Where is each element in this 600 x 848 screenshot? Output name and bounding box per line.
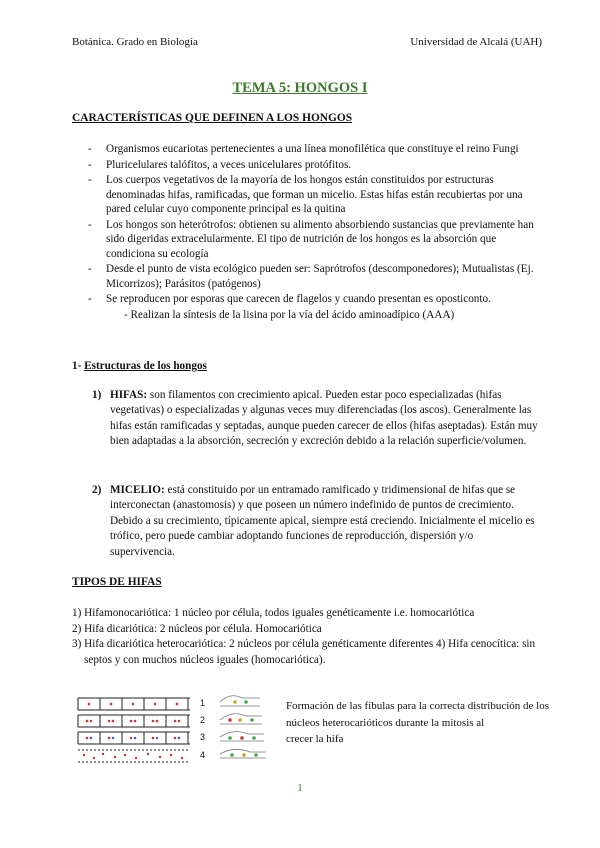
page-title: TEMA 5: HONGOS I [232,80,368,96]
header-left: Botánica. Grado en Biología [72,36,198,48]
hifas-paragraph: HIFAS: son filamentos con crecimiento apical. Pueden estar poco especializadas (hifas vegetativas) o especializadas y algunas veces muy diferenciadas (los ascos). Generalmente las hifas están ramificadas y septadas, aunque pueden carecer de ellos (hifas aseptadas). Están muy bien adaptadas a la absorción, secreción y excreción debido a la relación superficie/volumen. [110,389,538,448]
list-item: 1) Hifamonocariótica: 1 núcleo por célula, todos iguales genéticamente i.e. homocariótica [72,607,475,619]
list-item: - Los hongos son heterótrofos: obtienen su alimento absorbiendo sustancias que previamente han sido digeridas extracelularmente. El tipo de nutrición de los hongos es la absorción que condiciona su ecología [88,218,534,260]
row-label: 3 [200,732,206,742]
header-right: Universidad de Alcalá (UAH) [410,36,542,48]
section-heading-characteristics: CARACTERÍSTICAS QUE DEFINEN A LOS HONGOS [72,112,353,124]
sub-list-item: - Realizan la síntesis de la lisina por la vía del ácido aminoadípico (AAA) [124,308,455,321]
list-item: - Los cuerpos vegetativos de la mayoría de los hongos están constituidos por estructuras denominadas hifas, ramificadas, que forman un micelio. Estas hifas están recubiertas por una pared celular cuyo componente principal es la quitina [88,174,523,215]
list-item: - Desde el punto de vista ecológico pueden ser: Saprótrofos (descomponedores); Mutualistas (Ej. Micorrizos); Parásitos (patógenos) [88,263,534,290]
clamp-connection-sketches [220,696,266,758]
list-item: - Organismos eucariotas pertenecientes a una línea monofilética que constituye el reino Fungi [88,143,519,155]
section-heading-hyphae-types: TIPOS DE HIFAS [72,576,162,588]
micelio-paragraph: MICELIO: está constituido por un entramado ramificado y tridimensional de hifas que se interconectan (anastomosis) y que poseen un número indefinido de puntos de crecimiento. Debido a su crecimiento, típicamente apical, siempre está creciendo. Inicialmente el micelio es trófico, pero puede cambiar adoptando funciones de reproducción, dispersión y/o supervivencia. [110,484,535,558]
row-label: 2 [200,715,206,725]
list-item: 3) Hifa dicariótica heterocariótica: 2 núcleos por célula genéticamente diferentes 4) Hifa cenocítica: sin septos y con muchos núcleos iguales (homocariótica). [72,638,536,666]
hypha-row-coenocytic [78,750,190,762]
section-heading-structures: 1- Estructuras de los hongos [72,360,207,372]
list-item: - Se reproducen por esporas que carecen de flagelos y cuando presentan es oposticonto. [88,293,491,305]
characteristics-list [88,142,536,323]
list-item: 2) Hifa dicariótica: 2 núcleos por célula. Homocariótica [72,622,322,635]
hyphae-figure [70,690,280,770]
row-label: 1 [200,698,206,708]
page-number: 1 [297,782,303,794]
figure-caption: Formación de las fíbulas para la correcta distribución de los núcleos heterocarióticos durante la mitosis al crecer la hifa [286,700,549,745]
list-item: - Pluricelulares talófitos, a veces unicelulares protófitos. [88,158,352,171]
hypha-row-dikaryotic [78,715,190,727]
item-number: 2) [92,484,102,496]
item-number: 1) [92,389,102,401]
hypha-row-monokaryotic [78,698,190,710]
row-label: 4 [200,750,206,760]
hyphae-types-list [72,606,542,668]
hyphae-diagram [70,690,280,770]
hypha-row-heterokaryotic [78,732,190,744]
